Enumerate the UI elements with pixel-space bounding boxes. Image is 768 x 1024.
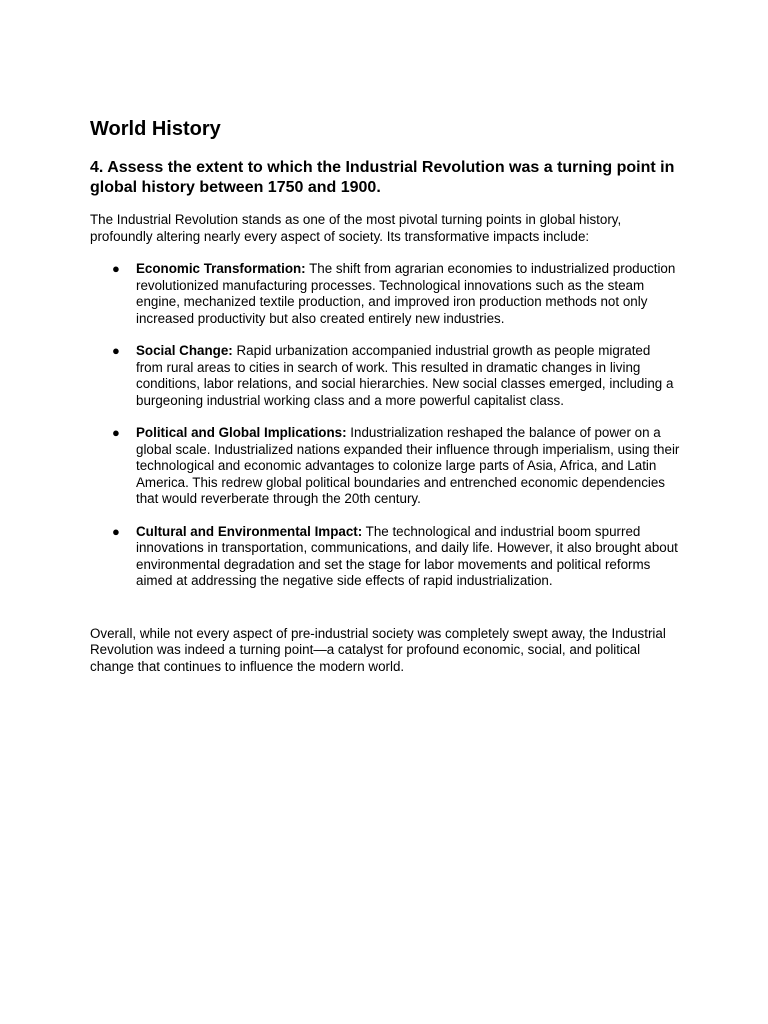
bullet-icon: ● bbox=[112, 261, 120, 276]
intro-paragraph: The Industrial Revolution stands as one of the most pivotal turning points in global history, profoundly altering nearly every aspect of society. Its transformative impacts include: bbox=[90, 212, 622, 244]
bullet-text: The shift from agrarian economies to industrialized production revolutionized manufacturing processes. Technological innovations such as the steam engine, mechanized textile production, and improved iron production methods not only increased productivity but also created entirely new industries. bbox=[136, 261, 676, 326]
bullet-icon: ● bbox=[112, 523, 120, 539]
conclusion-paragraph: Overall, while not every aspect of pre-industrial society was completely swept away, the Industrial Revolution was indeed a turning point—a catalyst for profound economic, social, and political change that continues to influence the modern world. bbox=[90, 625, 666, 674]
bullet-heading: Economic Transformation: bbox=[136, 261, 306, 276]
list-item bbox=[90, 425, 680, 508]
list-item bbox=[90, 343, 680, 409]
bullet-icon: ● bbox=[112, 343, 120, 358]
impact-list bbox=[90, 261, 680, 590]
document-title: World History bbox=[90, 118, 221, 140]
bullet-heading: Social Change: bbox=[136, 343, 233, 358]
bullet-heading: Cultural and Environmental Impact: bbox=[136, 523, 363, 539]
bullet-text: Industrialization reshaped the balance of power on a global scale. Industrialized nations expanded their influence through imperialism, using their technological and economic advantages to colonize large parts of Asia, Africa, and Latin America. This redrew global political boundaries and entrenched economic dependencies that would reverberate through the 20th century. bbox=[136, 425, 680, 506]
question-heading: 4. Assess the extent to which the Industrial Revolution was a turning point in global history between 1750 and 1900. bbox=[90, 159, 675, 196]
bullet-heading: Political and Global Implications: bbox=[136, 425, 347, 440]
list-item bbox=[90, 524, 680, 590]
list-item bbox=[90, 261, 680, 327]
bullet-text: Rapid urbanization accompanied industrial growth as people migrated from rural areas to cities in search of work. This resulted in dramatic changes in living conditions, labor relations, and social hierarchies. New social classes emerged, including a burgeoning industrial working class and a more powerful capitalist class. bbox=[136, 343, 674, 408]
bullet-text: The technological and industrial boom spurred innovations in transportation, communications, and daily life. However, it also brought about environmental degradation and set the stage for labor movements and political reforms aimed at addressing the negative side effects of rapid industrialization. bbox=[136, 523, 678, 588]
bullet-icon: ● bbox=[112, 425, 120, 440]
